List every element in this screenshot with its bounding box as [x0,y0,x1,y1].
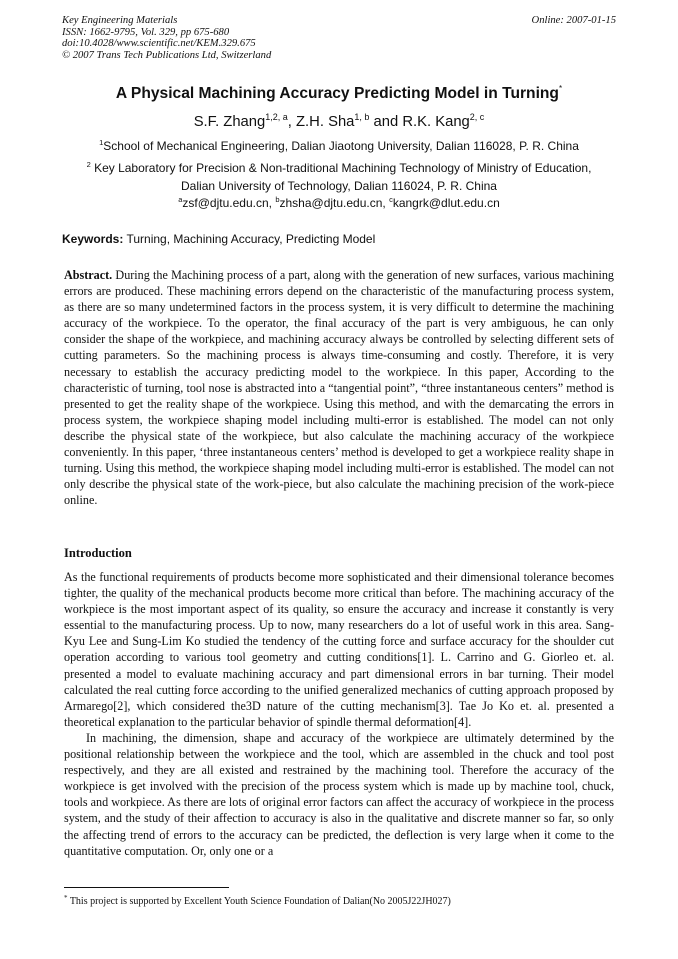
keywords-label: Keywords: [62,232,124,246]
copyright-line: © 2007 Trans Tech Publications Ltd, Switzerland [62,49,272,61]
author-name: S.F. Zhang [193,114,266,130]
affiliation-text: School of Mechanical Engineering, Dalian Jiaotong University, Dalian 116028, P. R. China [103,139,579,153]
abstract [64,267,614,508]
email-list [62,194,616,212]
email-mark: c [389,195,393,204]
footnote-text: This project is supported by Excellent Youth Science Foundation of Dalian(No 2005J22JH027) [67,896,451,907]
introduction-body [64,569,614,859]
affiliation-2 [62,159,616,195]
journal-header [62,15,616,61]
author-affil-mark: 2, c [469,112,485,122]
paragraph: As the functional requirements of products become more sophisticated and their dimensional tolerance becomes tighter, the quality of the mechanical products become more critical than before. The machining accuracy of the workpiece is the most important aspect of its quality, so ensure the accuracy and increase it constantly is very essential to the manufacturing process. Up to now, many researchers do a lot of useful work in this area. Sang-Kyu Lee and Sung-Lim Ko studied the tendency of the cutting force and surface accuracy for the shoulder cut operation according to various tool geometry and cutting conditions[1]. L. Carrino and G. Giorleo et. al. presented a model to evaluate machining accuracy and part dimensional errors in bar turning. Their model calculated the real cutting force according to the unified generalized mechanics of cutting approach proposed by Armarego[2], which considered the3D nature of the cutting mechanism[3]. Tae Jo Ko et. al. presented a theoretical explanation to the particular behavior of spindle thermal deformation[4]. [64,570,614,729]
email-separator: , [268,196,276,210]
footnote-rule [64,887,229,888]
keywords-text: Turning, Machining Accuracy, Predicting Model [123,232,376,246]
abstract-label: Abstract. [64,268,113,282]
email-mark: a [178,195,183,204]
affiliation-mark: 2 [86,160,91,169]
title-footnote-mark: * [558,84,563,93]
email-address[interactable]: kangrk@dlut.edu.cn [392,196,500,210]
email-mark: b [275,195,280,204]
author-affil-mark: 1,2, a [265,112,288,122]
author-separator: and [369,114,403,130]
title-text: A Physical Machining Accuracy Predicting Model in Turning [115,85,559,102]
footnote-mark: * [64,894,68,902]
paper-title [62,79,616,104]
author-separator: , [287,114,297,130]
author-name: R.K. Kang [402,114,470,130]
footnote [64,896,451,908]
affiliation-mark: 1 [99,138,104,147]
author-name: Z.H. Sha [296,114,355,130]
journal-name: Key Engineering Materials [62,15,178,26]
section-heading-introduction: Introduction [64,546,132,560]
email-address[interactable]: zsf@djtu.edu.cn [182,196,269,210]
email-address[interactable]: zhsha@djtu.edu.cn [279,196,383,210]
affiliation-text: Dalian University of Technology, Dalian 116024, P. R. China [181,179,497,193]
paragraph: In machining, the dimension, shape and accuracy of the workpiece are ultimately determined by the positional relationship between the workpiece and the tool, which are assembled in the chuck and tool post respectively, and they are all existed and restrained by the machining tool. Therefore the accuracy of the workpiece is get involved with the precision of the process system which is made up by machine tool, chuck, tools and workpiece. As there are lots of original error factors can affect the accuracy of workpiece in the process system, and the study of their affection to accuracy is also in the qualitative and discrete manner so far, so only the affecting trend of errors to the accuracy can be predicted, the deflection is very large when it come to the quantitative computation. Or, only one or a [64,730,614,858]
doi-line[interactable]: doi:10.4028/www.scientific.net/KEM.329.675 [62,38,256,49]
issn-line: ISSN: 1662-9795, Vol. 329, pp 675-680 [62,26,230,38]
email-separator: , [382,196,390,210]
author-list [62,112,616,132]
keywords [62,230,616,248]
online-date: Online: 2007-01-15 [531,15,616,26]
affiliation-1 [62,137,616,155]
affiliation-text: Key Laboratory for Precision & Non-traditional Machining Technology of Ministry of Education, [90,161,592,175]
abstract-text: During the Machining process of a part, along with the generation of new surfaces, various machining errors are produced. These machining errors depend on the characteristic of the manufacturing process system, as there are so many undetermined factors in the process system, it is very difficult to determine the machining accuracy of the workpiece. To the operator, the final accuracy of the part is very ambiguous, he can only consider the shape of the workpiece, and machining accuracy always be controlled by selecting different sets of cutting parameters. So the machining process is always time-consuming and costly. Therefore, it is very necessary to establish the accuracy predicting model to the workpiece. In this paper, According to the characteristic of turning, tool nose is abstracted into a “tangential point”, “three instantaneous centers” method is presented to get the reality shape of the workpiece. Using this method, and with the demarcating the errors in process system, the workpiece shaping model including multi-error is established. The model can not only describe the physical state of the workpiece, but also calculate the machining accuracy of the workpiece conveniently. In this paper, ‘three instantaneous centers’ method is developed to get a workpiece reality shape in turning. Using this method, the workpiece shaping model including multi-error is established. The model can not only describe the physical state of the work-piece, but also calculate the machining precision of the work-piece online. [64,268,614,508]
author-affil-mark: 1, b [354,112,370,122]
